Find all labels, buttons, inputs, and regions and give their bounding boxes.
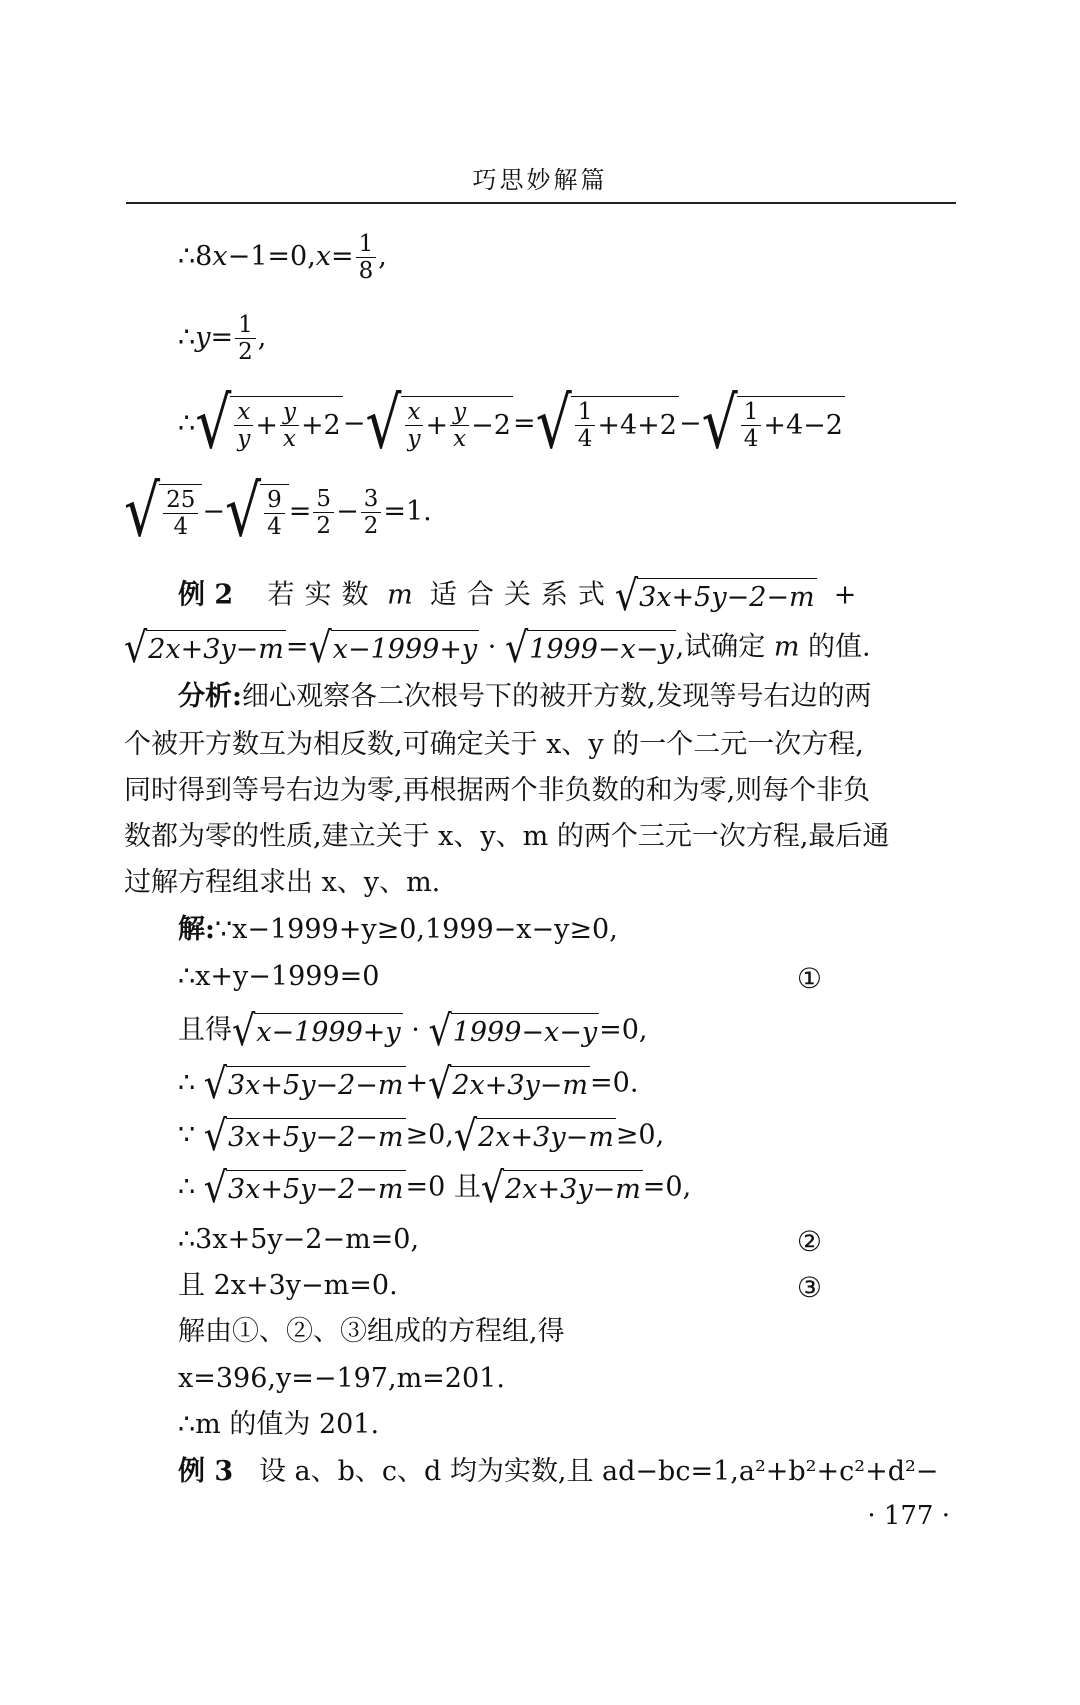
radical: √ 2x+3y−m [124, 622, 284, 673]
circled-number-1: ① [796, 962, 822, 995]
solution-line-4: ∴ √ 3x+5y−2−m + √ 2x+3y−m =0. [178, 1058, 639, 1109]
analysis-line-4: 数都为零的性质,建立关于 x、y、m 的两个三元一次方程,最后通 [124, 821, 890, 852]
equation-line-1: ∴8x−1=0,x= $\frac{1}{8}$ , [178, 231, 387, 285]
header-rule [126, 202, 956, 204]
example-2-line-1: 例 2 若实数 m 适合关系式 √ 3x+5y−2−m + [178, 570, 857, 621]
analysis-line-1: 分析:细心观察各二次根号下的被开方数,发现等号右边的两 [178, 681, 872, 712]
radical: √ 1999−x−y [504, 622, 674, 673]
radical: √ 2x+3y−m [453, 1110, 614, 1161]
solution-line-10: x=396,y=−197,m=201. [178, 1363, 505, 1394]
circled-number-2: ② [796, 1225, 822, 1258]
example-label: 例 2 [178, 579, 234, 611]
radical: √ 1 4 +4+2 [535, 382, 677, 466]
example-label: 例 3 [178, 1456, 234, 1487]
example-2-line-2: √ 2x+3y−m = √ x−1999+y · √ 1999−x−y ,试确定 m 的值. [124, 622, 871, 673]
running-header: 巧思妙解篇 [472, 166, 608, 194]
solution-line-11: ∴m 的值为 201. [178, 1409, 380, 1440]
fraction: $\frac{1}{2}$ [235, 313, 256, 364]
radical: √ x y + $\frac{y}{x}$ −2 [365, 382, 511, 466]
analysis-line-5: 过解方程组求出 x、y、m. [124, 867, 441, 898]
radical: √ 2x+3y−m [428, 1058, 589, 1109]
solution-line-7: ∴3x+5y−2−m=0, [178, 1224, 420, 1255]
analysis-line-3: 同时得到等号右边为零,再根据两个非负数的和为零,则每个非负 [124, 775, 871, 806]
example-3-line-1: 例 3 设 a、b、c、d 均为实数,且 ad−bc=1,a²+b²+c²+d²− [178, 1456, 939, 1487]
page-number: · 177 · [867, 1501, 950, 1531]
solution-line-8: 且 2x+3y−m=0. [178, 1270, 398, 1301]
equation-line-2: ∴y= $\frac{1}{2}$ , [178, 312, 267, 366]
radical: √ 1 4 +4−2 [701, 382, 843, 466]
solution-line-9: 解由①、②、③组成的方程组,得 [178, 1316, 565, 1347]
equation-line-3: ∴ √ x y + $\frac{y}{x}$ +2 − √ x y + $\frac{y}{x}$ −2 = √ 1 4 +4+2 − √ 1 4 +4−2 [178, 382, 843, 466]
radical: √ 1999−x−y [428, 1005, 598, 1056]
radical: √ 2x+3y−m [480, 1162, 641, 1213]
circled-number-3: ③ [796, 1271, 822, 1304]
equation-line-4: √ 25 4 − √ 9 4 = $\frac{5}{2}$ − $\frac{3}{2}$ =1. [124, 470, 432, 554]
solution-line-3: 且得 √ x−1999+y · √ 1999−x−y =0, [178, 1005, 648, 1056]
radical: √ x y + $\frac{y}{x}$ +2 [195, 382, 341, 466]
solution-line-5: ∵ √ 3x+5y−2−m ≥0, √ 2x+3y−m ≥0, [178, 1110, 665, 1161]
solution-line-1: 解:∵x−1999+y≥0,1999−x−y≥0, [178, 914, 618, 945]
radical: √ 9 4 [225, 484, 289, 541]
solution-line-2: ∴x+y−1999=0 [178, 961, 380, 992]
solution-line-6: ∴ √ 3x+5y−2−m =0 且 √ 2x+3y−m =0, [178, 1162, 692, 1213]
radical: √ x−1999+y [308, 622, 478, 673]
radical: √ 3x+5y−2−m [203, 1162, 404, 1213]
radical: √ 3x+5y−2−m [614, 570, 815, 621]
radical: √ 3x+5y−2−m [203, 1110, 404, 1161]
radical: √ x−1999+y [232, 1005, 401, 1056]
radical: √ 3x+5y−2−m [203, 1058, 404, 1109]
analysis-line-2: 个被开方数互为相反数,可确定关于 x、y 的一个二元一次方程, [124, 729, 864, 760]
fraction: $\frac{1}{8}$ [356, 232, 377, 283]
radical: √ 25 4 [124, 484, 202, 541]
